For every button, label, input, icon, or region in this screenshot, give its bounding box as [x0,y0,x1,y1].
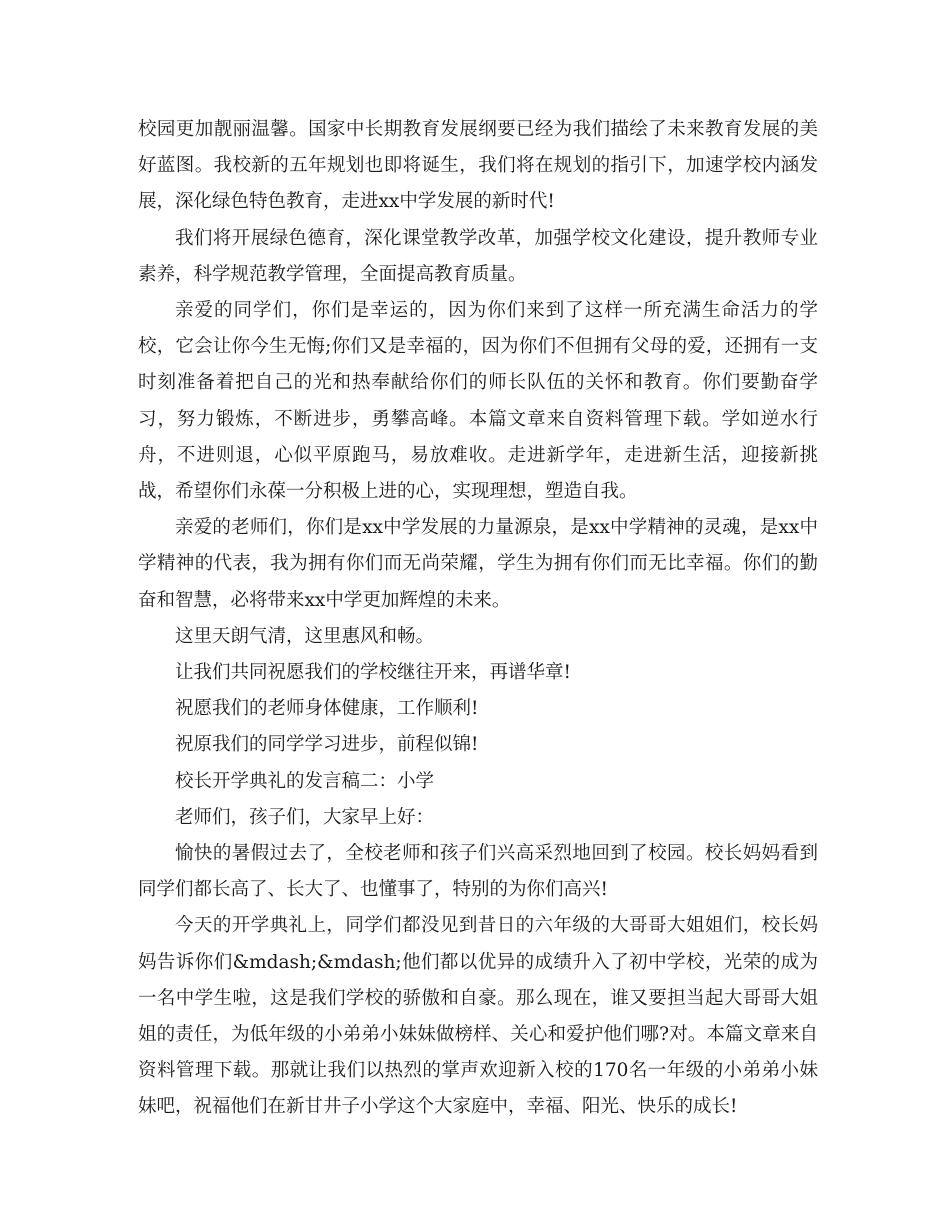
paragraph-6: 让我们共同祝愿我们的学校继往开来，再谱华章! [175,662,571,684]
paragraph-5: 这里天朗气清，这里惠风和畅。 [175,625,435,647]
paragraph-3: 亲爱的同学们，你们是幸运的，因为你们来到了这样一所充满生命活力的学校，它会让你今生无悔;你们又是幸福的，因为你们不但拥有父母的爱，还拥有一支时刻准备着把自己的光和热奉献给你们的师长队伍的关怀和教育。你们要勤奋学习，努力锻炼，不断进步，勇攀高峰。本篇文章来自资料管理下载。学如逆水行舟，不进则退，心似平原跑马，易放难收。走进新学年，走进新生活，迎接新挑战，希望你们永葆一分积极上进的心，实现理想，塑造自我。 [138,300,818,503]
paragraph-7: 祝愿我们的老师身体健康，工作顺利! [175,698,479,720]
section-heading: 校长开学典礼的发言稿二：小学 [175,770,435,792]
paragraph-2: 我们将开展绿色德育，深化课堂教学改革，加强学校文化建设，提升教师专业素养，科学规范教学管理，全面提高教育质量。 [138,227,818,285]
greeting: 老师们，孩子们，大家早上好： [175,806,435,828]
paragraph-12: 今天的开学典礼上，同学们都没见到昔日的六年级的大哥哥大姐姐们，校长妈妈告诉你们&mdash;&mdash;他们都以优异的成绩升入了初中学校，光荣的成为一名中学生啦，这是我们学校的骄傲和自豪。那么现在，谁又要担当起大哥哥大姐姐的责任，为低年级的小弟弟小妹妹做榜样、关心和爱护他们哪?对。本篇文章来自资料管理下载。那就让我们以热烈的掌声欢迎新入校的170名一年级的小弟弟小妹妹吧，祝福他们在新甘井子小学这个大家庭中，幸福、阳光、快乐的成长! [138,915,818,1118]
paragraph-1: 校园更加靓丽温馨。国家中长期教育发展纲要已经为我们描绘了未来教育发展的美好蓝图。我校新的五年规划也即将诞生，我们将在规划的指引下，加速学校内涵发展，深化绿色特色教育，走进xx中学发展的新时代! [138,119,818,213]
paragraph-11: 愉快的暑假过去了，全校老师和孩子们兴高采烈地回到了校园。校长妈妈看到同学们都长高了、长大了、也懂事了，特别的为你们高兴! [138,843,818,901]
paragraph-4: 亲爱的老师们，你们是xx中学发展的力量源泉，是xx中学精神的灵魂，是xx中学精神的代表，我为拥有你们而无尚荣耀，学生为拥有你们而无比幸福。你们的勤奋和智慧，必将带来xx中学更加辉煌的未来。 [138,517,818,611]
paragraph-8: 祝原我们的同学学习进步，前程似锦! [175,734,479,756]
document-page [138,112,818,1126]
